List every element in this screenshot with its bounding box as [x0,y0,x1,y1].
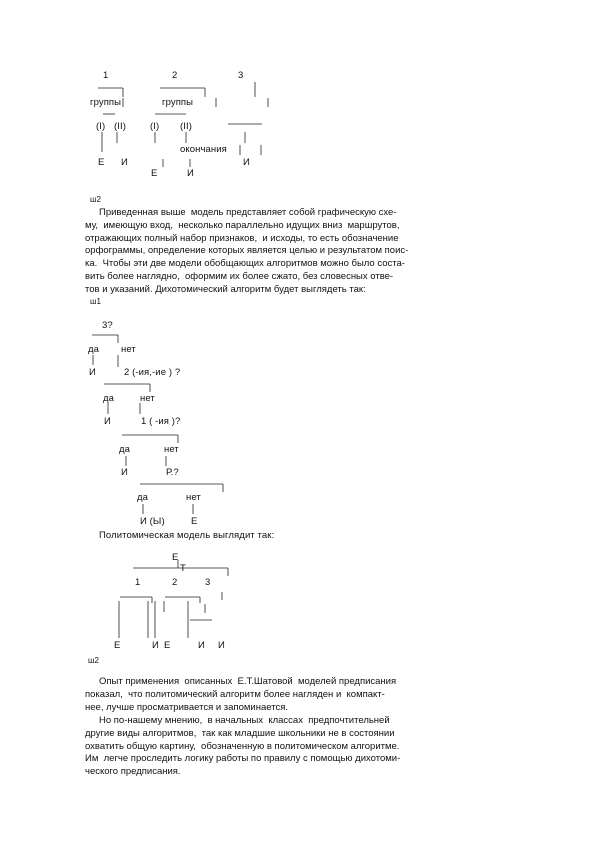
polytomous-intro: Политомическая модель выглядит так: [99,530,275,541]
page-marker: ш1 [90,297,102,306]
d1-number-3: 3 [238,70,244,81]
d2-result-3: И [121,467,128,478]
d1-group-2: группы [162,97,194,108]
page-marker: ш2 [90,195,102,204]
d2-result-4: И (Ы) [140,516,165,527]
d2-yes-1: да [88,344,100,355]
d1-endings: окончания [180,144,227,155]
p1-line: Приведенная выше модель представляет собой графическую схе- [99,207,397,218]
p3-line: охватить общую картину, обозначенную в политомическом алгоритме. [85,740,400,752]
paragraph-2 [85,676,396,714]
page-marker: ш2 [88,656,100,665]
p3-line: ческого предписания. [85,766,181,778]
p2-line: Опыт применения описанных Е.Т.Шатовой моделей предписания [99,676,397,687]
d3-outcome-2: И [152,640,159,651]
d2-no-2: нет [140,393,155,404]
d1-outcome-i1: И [121,157,128,168]
d1-number-1: 1 [103,70,109,81]
d3-outcome-5: И [218,640,225,651]
d2-yes-2: да [103,393,115,404]
d1-outcome-e2: Е [151,168,158,179]
d2-yes-3: да [119,444,131,455]
d3-top-label: Е [172,552,179,563]
p1-line: отражающих полный набор признаков, и исходы, то есть обозначение [85,232,399,244]
p2-line: нее, лучше просматривается и запоминается. [85,701,288,713]
d3-number-2: 2 [172,577,178,588]
d2-no-1: нет [121,344,136,355]
p3-line: другие виды алгоритмов, так как младшие школьники не в состоянии [85,727,395,739]
p1-line: му, имеющую вход, несколько параллельно идущих вниз маршрутов, [85,219,400,231]
p2-line: показал, что политомический алгоритм более нагляден и компакт- [85,688,385,700]
d1-branch-4: (II) [180,121,193,132]
d1-number-2: 2 [172,70,178,81]
d2-result-5: Е [191,516,198,527]
d1-outcome-i3: И [243,157,250,168]
p3-line: Им легче проследить логику работы по правилу с помощью дихотоми- [85,753,401,765]
d2-question-4: Р.? [166,467,179,478]
d1-outcome-e1: Е [98,157,105,168]
d2-question-1: 3? [102,320,113,331]
d3-outcome-1: Е [114,640,121,651]
d2-result-2: И [104,416,111,427]
p1-line: вить более наглядно, оформим их более сжато, без словесных отве- [85,270,394,282]
d1-branch-1: (I) [96,121,106,132]
d3-outcome-4: И [198,640,205,651]
d3-number-1: 1 [135,577,141,588]
d3-tee: Т [180,563,186,574]
paragraph-3 [85,715,400,779]
d2-no-4: нет [186,492,201,503]
p1-line: орфограммы, определение которых является целью и результатом поис- [85,245,409,257]
d1-outcome-i2: И [187,168,194,179]
d1-group-1: группы [90,97,122,108]
d2-question-3: 1 ( -ия )? [141,416,181,427]
d2-result-1: И [89,367,96,378]
p3-line: Но по-нашему мнению, в начальных классах предпочтительней [99,715,390,726]
p1-line: ка. Чтобы эти две модели обобщающих алгоритмов можно было соста- [85,258,405,270]
p1-line: тов и указаний. Дихотомический алгоритм будет выглядеть так: [85,283,366,295]
d2-no-3: нет [164,444,179,455]
d1-branch-3: (I) [150,121,160,132]
d2-yes-4: да [137,492,149,503]
d1-branch-2: (II) [114,121,127,132]
d3-number-3: 3 [205,577,211,588]
d3-outcome-3: Е [164,640,171,651]
d2-question-2: 2 (-ия,-ие ) ? [124,367,181,378]
